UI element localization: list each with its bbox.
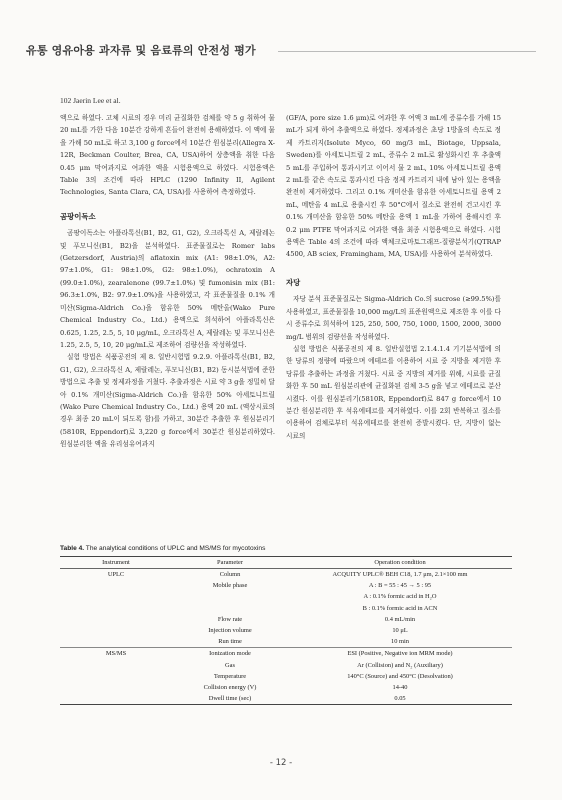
paragraph-mycotoxin-standards: 곰팡이독소는 아플라톡신(B1, B2, G1, G2), 오크라톡신 A, 제랄레논 및 푸모니신(B1, B2)을 분석하였다. 표준물질로는 Romer labs (Getzersdorf, Austria)의 aflatoxin mix (A1: 98±1.0%, A2: 97±1.0%, G1: 98±1.0%, G2: 98±1.0%), ochratoxin A (99.0±1.0%), zearalenone (99.7±1.0%) 및 fumonisin mix (B1: 96.3±1.0%, B2: 97.9±1.0%)을 사용하였고, 각 표준물질을 0.1% 개미산(Sigma-Aldrich Co.)을 함유한 50% 메탄올(Wako Pure Chemical Industry Co., Ltd.) 용액으로 희석하여 아플라톡신은 0.625, 1.25, 2.5, 5, 10 μg/mL, 오크라톡신 A, 제랄레논 및 푸모니신은 1.25, 2.5, 5, 10, 20 μg/mL로 제조하여 검량선을 작성하였다. [60, 229, 275, 349]
value-dwell-time: 0.05 [394, 695, 406, 703]
table-caption [60, 545, 265, 552]
value-mobile-a: A : 0.1% formic acid in H₂O [363, 593, 437, 601]
param-injection-volume: Injection volume [208, 627, 252, 635]
value-mobile-gradient: A : B = 55 : 45 → 5 : 95 [368, 582, 432, 590]
table-row [60, 682, 512, 693]
table-row [60, 625, 512, 636]
section-heading-mycotoxin: 곰팡이독소 [60, 211, 96, 221]
param-mobile-phase: Mobile phase [212, 582, 248, 590]
table-row [60, 603, 512, 614]
header-instrument: Instrument [60, 557, 172, 569]
value-flow-rate: 0.4 mL/min [384, 615, 416, 623]
table-row [60, 636, 512, 648]
value-mobile-b: B : 0.1% formic acid in ACN [362, 604, 438, 612]
table-row [60, 648, 512, 660]
value-gas: Ar (Collision) and N₂ (Auxiliary) [357, 661, 443, 669]
header-operation-condition: Operation condition [288, 557, 512, 569]
left-column [60, 112, 275, 451]
header-parameter: Parameter [172, 557, 288, 569]
page-number: - 12 - [269, 758, 293, 768]
table-caption-label: Table 4. [60, 545, 85, 552]
paragraph-sucrose-method: 실험 방법은 식품공전의 제 8. 일반실험법 2.1.4.1.4 기기분석법에 의한 당류의 정량에 따랐으며 에테르를 이용하여 시료 중 지방을 제거한 후 당류를 추출하는 과정을 거쳤다. 시료 중 지방의 제거를 위해, 시료를 균질화한 후 50 mL 원심분리관에 균질화된 검체 3-5 g을 넣고 에테르로 분산시켰다. 이를 원심분리기(5810R, Eppendorf)로 847 g force에서 10분간 원심분리한 후 석유에테르를 제거하였다. 이를 2회 반복하고 질소를 이용하여 검체로부터 석유에테르를 완전히 증발시켰다. 단, 지방이 없는 시료의 [286, 344, 501, 440]
table-header-row [60, 557, 512, 569]
page-reference: 102 Jaerin Lee et al. [60, 96, 121, 105]
right-column [286, 112, 501, 442]
running-head: 유통 영유아용 과자류 및 음료류의 안전성 평가 [26, 44, 256, 57]
value-ionization-mode: ESI (Positive, Negative ion MRM mode) [288, 648, 512, 660]
param-flow-rate: Flow rate [217, 615, 243, 623]
param-dwell-time: Dwell time (sec) [208, 695, 252, 703]
param-collision-energy: Collision energy (V) [203, 683, 257, 691]
value-injection-volume: 10 μL [392, 627, 408, 635]
paragraph-mycotoxin-method: 실험 방법은 식품공전의 제 8. 일반시험법 9.2.9. 아플라톡신(B1, B2, G1, G2), 오크라톡신 A, 제랄레논, 푸모니신(B1, B2) 동시분석법에 준한 방법으로 추출 및 정제과정을 거쳤다. 추출과정은 시료 약 3 g을 정밀히 달아 0.1% 개미산(Sigma-Aldrich Co.)을 함유한 50% 아세토니트릴(Wako Pure Chemical Industry Co., Ltd.) 용액 20 mL (액상시료의 경우 최종 20 mL이 되도록 함)를 가하고, 30분간 추출한 후 원심분리기(5810R, Eppendorf)로 3,220 g force에서 30분간 원심분리하였다. 원심분리한 액을 유리섬유여과지 [60, 353, 275, 449]
analytical-conditions-table [60, 556, 512, 705]
table-row [60, 693, 512, 705]
param-temperature: Temperature [213, 672, 247, 680]
instrument-msms: MS/MS [60, 648, 172, 660]
param-ionization-mode: Ionization mode [172, 648, 288, 660]
param-gas: Gas [225, 661, 235, 669]
table-row [60, 671, 512, 682]
param-run-time: Run time [218, 638, 242, 646]
value-column: ACQUITY UPLC® BEH C18, 1.7 μm, 2.1×100 mm [332, 571, 468, 579]
header-rule [278, 51, 536, 52]
table-row [60, 660, 512, 671]
table-row [60, 614, 512, 625]
table-row [60, 569, 512, 581]
paragraph-intro: 액으로 하였다. 고체 시료의 경우 미리 균질화한 검체를 약 5 g 취하여 물 20 mL를 가한 다음 10분간 강하게 흔들어 완전히 용해하였다. 이 액에 물을 가해 50 mL로 하고 3,100 g force에서 10분간 원심분리(Allegra X-12R, Beckman Coulter, Brea, CA, USA)하여 상층액을 취한 다음 0.45 μm 막여과지로 여과한 액을 시험용액으로 하였다. 시험용액은 Table 3의 조건에 따라 HPLC (1290 Infinity II, Agilent Technologies, Santa Clara, CA, USA)를 사용하여 측정하였다. [60, 114, 275, 197]
table-row [60, 591, 512, 602]
param-column: Column [219, 571, 241, 579]
table-row [60, 580, 512, 591]
value-run-time: 10 min [391, 638, 409, 646]
instrument-uplc: UPLC [107, 571, 125, 579]
value-collision-energy: 14-40 [392, 683, 408, 691]
section-heading-sucrose: 자당 [286, 277, 301, 287]
value-temperature: 140°C (Source) and 450°C (Desolvation) [347, 672, 453, 680]
paragraph-cleanup: (GF/A, pore size 1.6 μm)로 여과한 후 여액 3 mL에 증류수를 가해 15 mL가 되게 하여 추출액으로 하였다. 정제과정은 초당 1방울의 속도로 정제 카트리지(Isolute Myco, 60 mg/3 mL, Biotage, Uppsala, Sweden)를 아세토니트릴 2 mL, 증류수 2 mL로 활성화시킨 후 추출액 5 mL를 주입하여 통과시키고 이어서 물 2 mL, 10% 아세토니트릴 용액 2 mL를 같은 속도로 통과시킨 다음 정제 카트리지 내에 남아 있는 용액을 완전히 제거하였다. 그리고 0.1% 개미산을 함유한 아세토니트릴 용액 2 mL, 메탄올 4 mL로 용출시킨 후 50°C에서 질소로 완전히 건고시킨 후 0.1% 개미산을 함유한 50% 메탄올 용액 1 mL을 가하여 용해시킨 후 0.2 μm PTFE 막여과지로 여과한 액을 최종 시험용액으로 하였다. 시험용액은 Table 4의 조건에 따라 액체크로마토그래프-질량분석기(QTRAP 4500, AB sciex, Framingham, MA, USA)를 사용하여 분석하였다. [286, 114, 501, 259]
table-caption-text: The analytical conditions of UPLC and MS/MS for mycotoxins [84, 545, 266, 552]
paragraph-sucrose-standards: 자당 분석 표준물질로는 Sigma-Aldrich Co.의 sucrose (≥99.5%)를 사용하였고, 표준물질을 10,000 mg/L의 표준원액으로 제조한 후 이를 다시 증류수로 희석하여 125, 250, 500, 750, 1000, 1500, 2000, 3000 mg/L 범위의 검량선을 작성하였다. [286, 295, 501, 341]
